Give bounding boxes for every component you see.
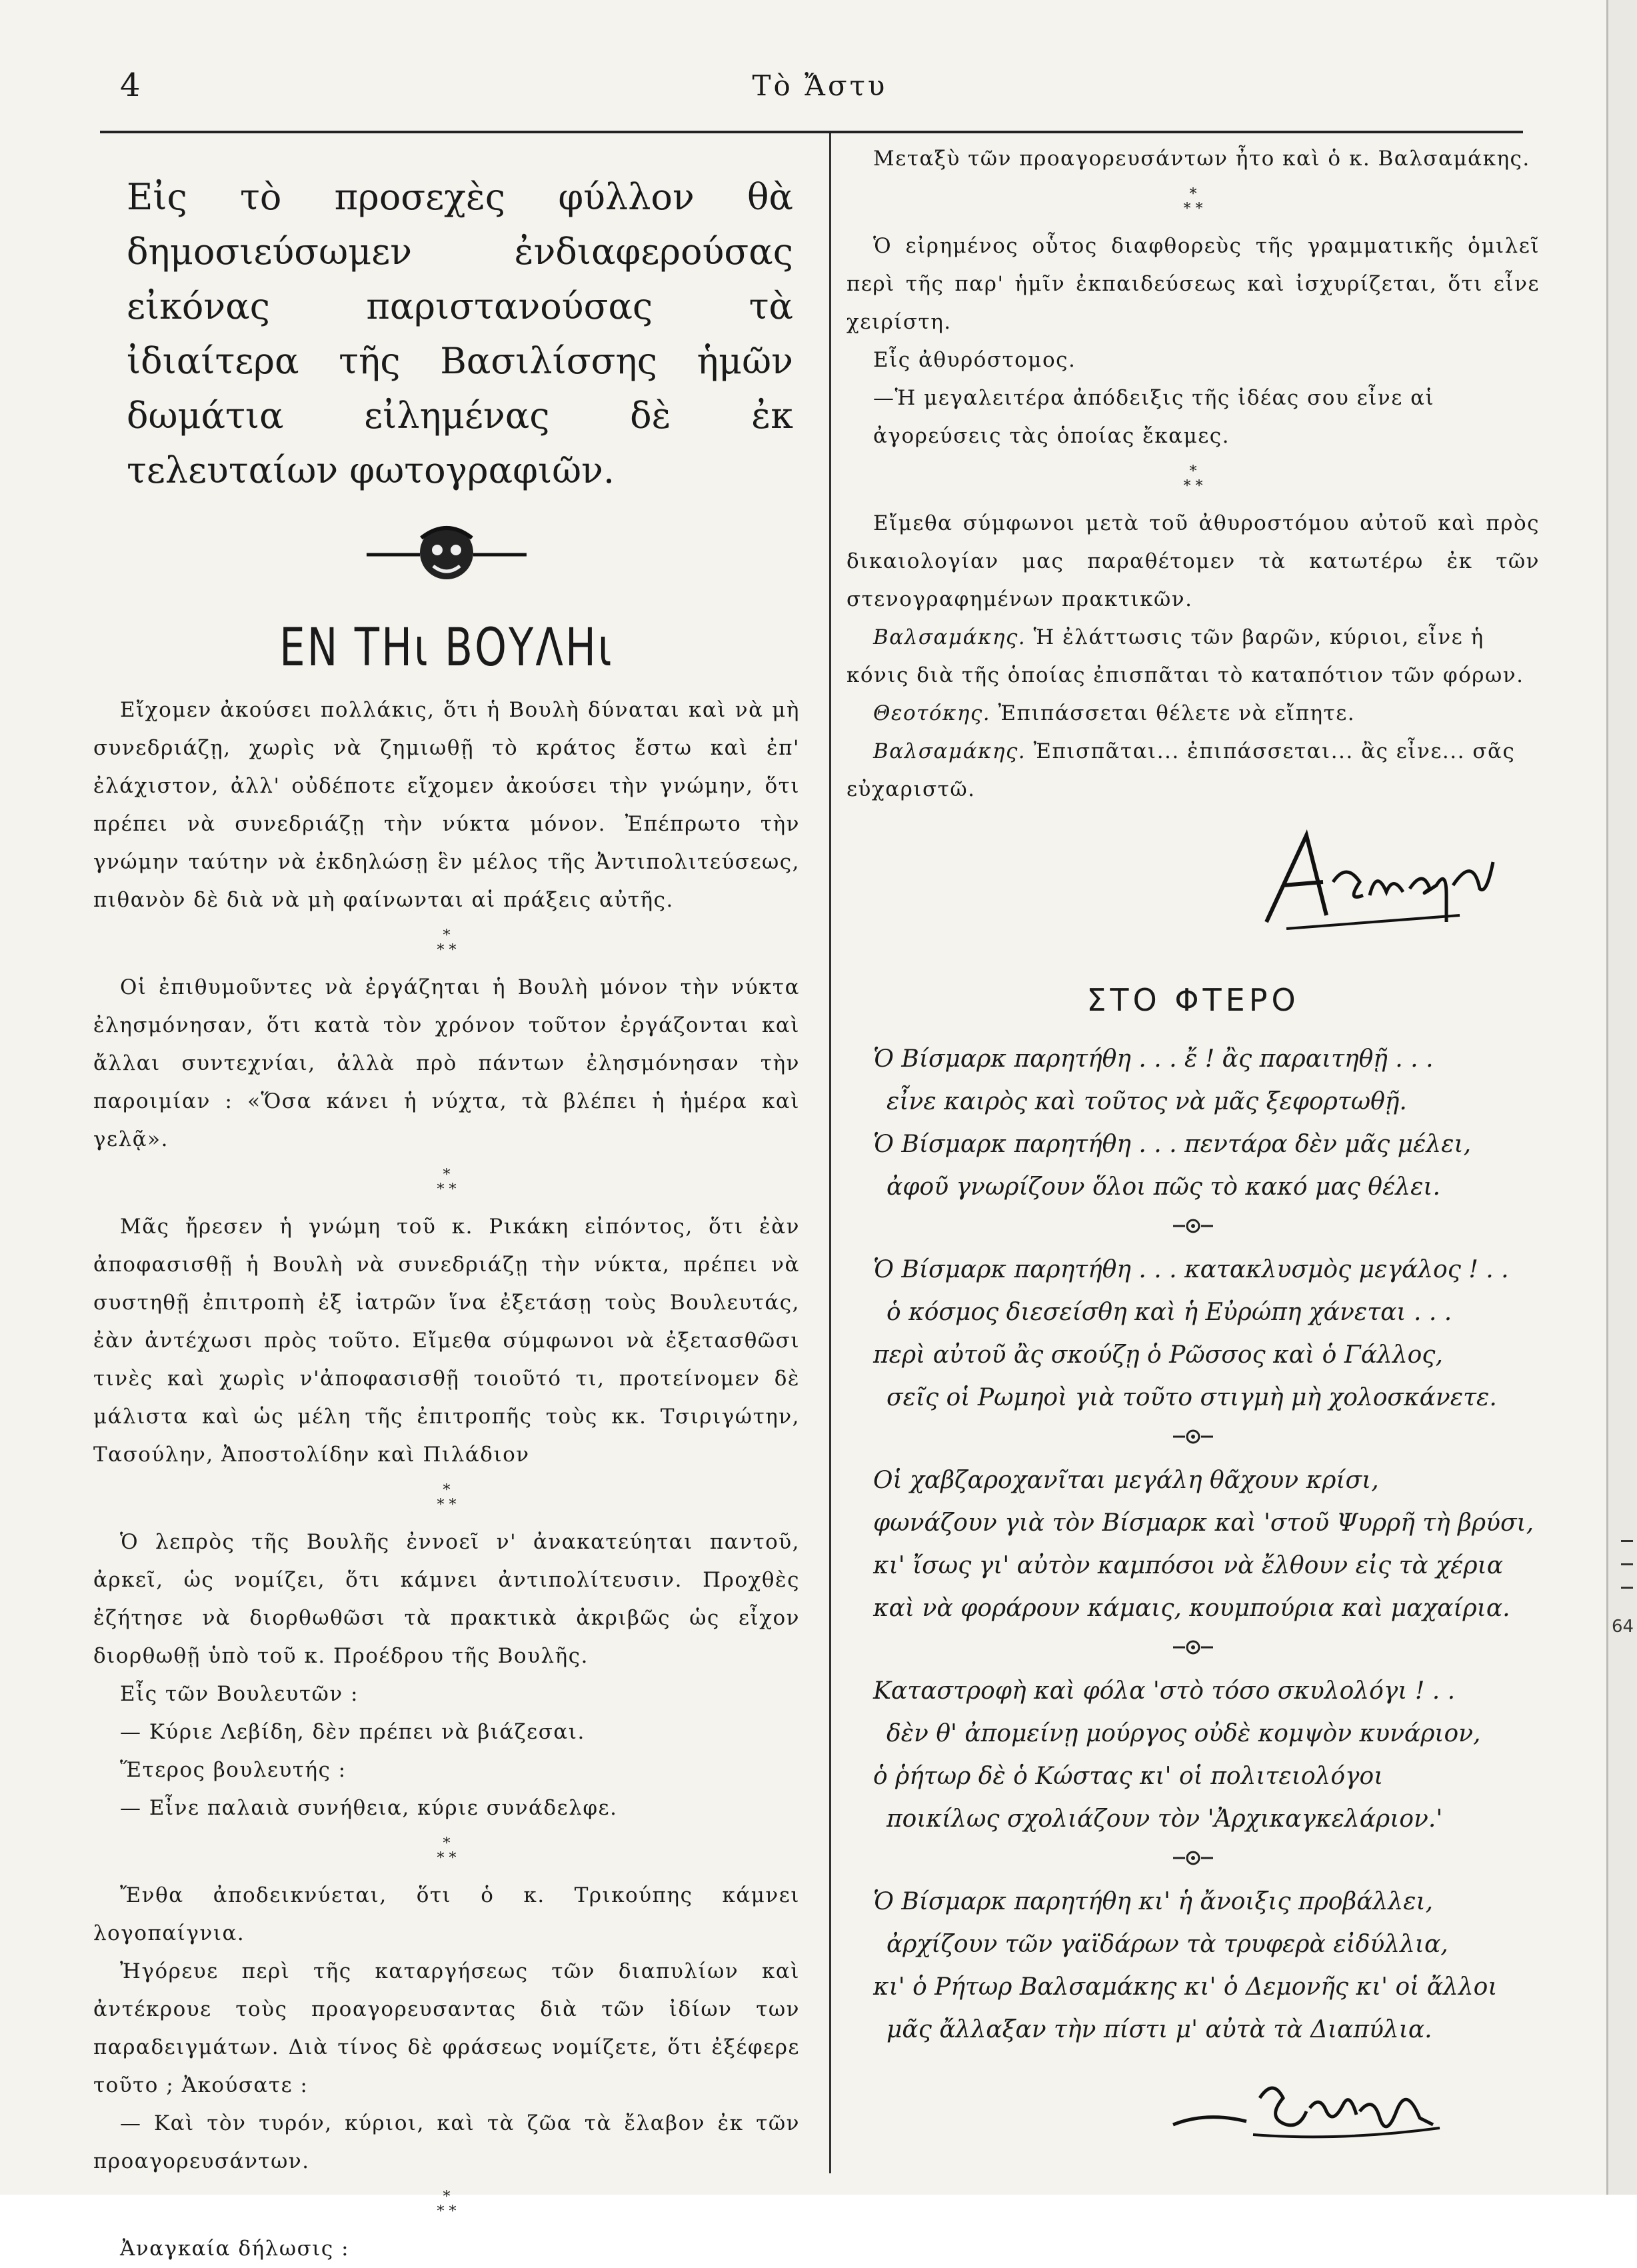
poem-title: ΣΤΟ ΦΤΕΡΟ bbox=[1086, 982, 1300, 1018]
speaker-name: Βαλσαμάκης. bbox=[873, 739, 1026, 763]
section-title: ΕΝ ΤΗι ΒΟΥΛΗι bbox=[279, 618, 614, 678]
verse-line: Καταστροφὴ καὶ φόλα 'στὸ τόσο σκυλολόγι ! . . bbox=[873, 1677, 1456, 1705]
star-separator: * * * bbox=[437, 1482, 457, 1513]
transcript-line bbox=[846, 619, 1540, 695]
verse-line: ὁ κόσμος διεσείσθη καὶ ἡ Εὐρώπη χάνεται . . . bbox=[886, 1299, 1452, 1326]
poem-stanza bbox=[846, 1670, 1540, 1841]
verse-line: ἀρχίζουν τῶν γαϊδάρων τὰ τρυφερὰ εἰδύλλια, bbox=[886, 1931, 1448, 1958]
handwritten-signature bbox=[1166, 2071, 1446, 2145]
verse-line: Ὁ Βίσμαρκ παρητήθη . . . πεντάρα δὲν μᾶς μέλει, bbox=[873, 1131, 1472, 1158]
article-paragraph: Εἴχομεν ἀκούσει πολλάκις, ὅτι ἡ Βουλὴ δύναται καὶ νὰ μὴ συνεδριάζῃ, χωρὶς νὰ ζημιωθῇ τὸ κράτος ἔστω καὶ ἐπ' ἐλάχιστον, ἀλλ' οὐδέποτε εἴχομεν ἀκούσει τὴν γνώμην, ὅτι πρέπει νὰ συνεδριάζῃ τὴν νύκτα μόνον. Ἐπέπρωτο τὴν γνώμην ταύτην νὰ ἐκδηλώσῃ ἓν μέλος τῆς Ἀντιπολιτεύσεως, πιθανὸν δὲ διὰ νὰ μὴ φαίνωνται αἱ πράξεις αὐτῆς. bbox=[93, 698, 800, 912]
verse-line: καὶ νὰ φοράρουν κάμαις, κουμπούρια καὶ μαχαίρια. bbox=[873, 1595, 1510, 1622]
flourish-icon bbox=[1173, 1850, 1213, 1866]
verse-line: εἶνε καιρὸς καὶ τοῦτος νὰ μᾶς ξεφορτωθῇ. bbox=[886, 1088, 1407, 1115]
article-paragraph: Μεταξὺ τῶν προαγορευσάντων ἦτο καὶ ὁ κ. Βαλσαμάκης. bbox=[873, 147, 1530, 171]
header-rule bbox=[100, 131, 1523, 133]
verse-line: Ὁ Βίσμαρκ παρητήθη κι' ἡ ἄνοιξις προβάλλει, bbox=[873, 1888, 1434, 1915]
flourish-icon bbox=[1173, 1429, 1213, 1445]
flourish-icon bbox=[1173, 1218, 1213, 1234]
speech-text: Ἐπισπᾶται... ἐπιπάσσεται... ἂς εἶνε... σᾶς εὐχαριστῶ. bbox=[846, 739, 1516, 801]
verse-line: ποικίλως σχολιάζουν τὸν 'Ἀρχικαγκελάριον.' bbox=[886, 1805, 1443, 1833]
spine-number: 64 bbox=[1612, 1617, 1634, 1637]
article-paragraph: Μᾶς ἤρεσεν ἡ γνώμη τοῦ κ. Ρικάκη εἰπόντος, ὅτι ἐὰν ἀποφασισθῇ ἡ Βουλὴ νὰ συνεδριάζῃ τὴν νύκτα, πρέπει νὰ συστηθῇ ἐπιτροπὴ ἐξ ἰατρῶν ἵνα ἐξετάσῃ τοὺς Βουλευτάς, ἐὰν ἀντέχωσι πρὸς τοῦτο. Εἴμεθα σύμφωνοι νὰ ἐξετασθῶσι τινὲς καὶ χωρὶς ν'ἀποφασισθῇ τοιοῦτό τι, προτείνομεν δὲ μάλιστα καὶ ὡς μέλη τῆς ἐπιτροπῆς τοὺς κκ. Τσιριγώτην, Τασούλην, Ἀποστολίδην καὶ Πιλάδιον bbox=[93, 1215, 800, 1467]
speaker-name: Θεοτόκης. bbox=[873, 701, 991, 725]
dialog-line: Ἕτερος βουλευτής : bbox=[120, 1758, 347, 1782]
star-separator: * * * bbox=[437, 2189, 457, 2220]
page-number: 4 bbox=[120, 67, 141, 104]
column-divider bbox=[829, 133, 831, 2173]
article-paragraph: — Καὶ τὸν τυρόν, κύριοι, καὶ τὰ ζῶα τὰ ἔλαβον ἐκ τῶν προαγορευσάντων. bbox=[93, 2111, 800, 2173]
binding-spine bbox=[1606, 0, 1637, 2195]
verse-line: ἀφοῦ γνωρίζουν ὅλοι πῶς τὸ κακό μας θέλει. bbox=[886, 1173, 1440, 1201]
verse-line: δὲν θ' ἀπομείνῃ μούργος οὐδὲ κομψὸν κυνάριον, bbox=[886, 1720, 1481, 1747]
verse-line: περὶ αὐτοῦ ἂς σκούζῃ ὁ Ρῶσσος καὶ ὁ Γάλλος, bbox=[873, 1341, 1443, 1369]
left-column bbox=[93, 143, 800, 2268]
verse-line: κι' ὁ Ρήτωρ Βαλσαμάκης κι' ὁ Δεμονῆς κι' οἱ ἄλλοι bbox=[873, 1973, 1498, 2001]
dialog-line: — Κύριε Λεβίδη, δὲν πρέπει νὰ βιάζεσαι. bbox=[120, 1720, 585, 1744]
star-separator: * * * bbox=[437, 927, 457, 959]
dialog-line: Εἷς τῶν Βουλευτῶν : bbox=[120, 1682, 359, 1706]
poem-stanza bbox=[846, 1881, 1540, 2051]
mask-ornament-icon bbox=[367, 518, 527, 591]
dialog-line: Εἷς ἀθυρόστομος. bbox=[873, 348, 1076, 372]
article-paragraph: Ὁ εἰρημένος οὗτος διαφθορεὺς τῆς γραμματικῆς ὁμιλεῖ περὶ τῆς παρ' ἡμῖν ἐκπαιδεύσεως καὶ ἰσχυρίζεται, ὅτι εἶνε χειρίστη. bbox=[846, 234, 1540, 334]
verse-line: Οἱ χαβζαροχανῖται μεγάλη θᾶχουν κρίσι, bbox=[873, 1467, 1379, 1494]
poem-stanza bbox=[846, 1038, 1540, 1209]
poem-stanza bbox=[846, 1459, 1540, 1630]
handwritten-signature bbox=[1246, 822, 1500, 935]
article-paragraph: Ἀναγκαία δήλωσις : bbox=[120, 2237, 350, 2261]
star-separator: * * * bbox=[1183, 186, 1203, 217]
spine-mark bbox=[1621, 1540, 1633, 1542]
article-paragraph: Εἴμεθα σύμφωνοι μετὰ τοῦ ἀθυροστόμου αὐτοῦ καὶ πρὸς δικαιολογίαν μας παραθέτομεν τὰ κατωτέρω ἐκ τῶν στενογραφημένων πρακτικῶν. bbox=[846, 511, 1540, 611]
verse-line: Ὁ Βίσμαρκ παρητήθη . . . ἔ ! ἂς παραιτηθῇ . . . bbox=[873, 1045, 1434, 1073]
lead-notice: Εἰς τὸ προσεχὲς φύλλον θὰ δημοσιεύσωμεν ἐνδιαφερούσας εἰκόνας παριστανούσας τὰ ἰδιαίτερα τῆς Βασιλίσσης ἡμῶν δωμάτια εἰλημένας δὲ ἐκ τελευταίων φωτογραφιῶν. bbox=[127, 176, 793, 491]
page-title: Τὸ Ἄστυ bbox=[752, 69, 888, 102]
poem-stanza bbox=[846, 1249, 1540, 1419]
right-column bbox=[846, 140, 1540, 2145]
transcript-line bbox=[846, 695, 1540, 733]
verse-line: κι' ἴσως γι' αὐτὸν καμπόσοι νὰ ἔλθουν εἰς τὰ χέρια bbox=[873, 1552, 1504, 1579]
verse-line: Ὁ Βίσμαρκ παρητήθη . . . κατακλυσμὸς μεγάλος ! . . bbox=[873, 1256, 1509, 1283]
speaker-name: Βαλσαμάκης. bbox=[873, 625, 1026, 649]
transcript-line bbox=[846, 733, 1540, 809]
spine-mark bbox=[1621, 1587, 1633, 1589]
verse-line: ὁ ῥήτωρ δὲ ὁ Κώστας κι' οἱ πολιτειολόγοι bbox=[873, 1763, 1384, 1790]
star-separator: * * * bbox=[437, 1835, 457, 1867]
dialog-line: — Εἶνε παλαιὰ συνήθεια, κύριε συνάδελφε. bbox=[120, 1796, 618, 1820]
dialog-line: —Ἡ μεγαλειτέρα ἀπόδειξις τῆς ἰδέας σου εἶνε αἱ ἀγορεύσεις τὰς ὁποίας ἔκαμες. bbox=[873, 386, 1435, 448]
article-paragraph: Ὁ λεπρὸς τῆς Βουλῆς ἐννοεῖ ν' ἀνακατεύηται παντοῦ, ἀρκεῖ, ὡς νομίζει, ὅτι κάμνει ἀντιπολίτευσιν. Προχθὲς ἐζήτησε νὰ διορθωθῶσι τὰ πρακτικὰ ἀκριβῶς ὡς εἶχον διορθωθῇ ὑπὸ τοῦ κ. Προέδρου τῆς Βουλῆς. bbox=[93, 1530, 800, 1668]
article-paragraph: Ἔνθα ἀποδεικνύεται, ὅτι ὁ κ. Τρικούπης κάμνει λογοπαίγνια. bbox=[93, 1883, 800, 1945]
speech-text: Ἐπιπάσσεται θέλετε νὰ εἴπητε. bbox=[998, 701, 1356, 725]
star-separator: * * * bbox=[1183, 463, 1203, 495]
star-separator: * * * bbox=[437, 1167, 457, 1198]
speech-text: Ἡ ἐλάττωσις τῶν βαρῶν, κύριοι, εἶνε ἡ κόνις διὰ τῆς ὁποίας ἐπισπᾶται τὸ καταπότιον τῶν φόρων. bbox=[846, 625, 1524, 687]
verse-line: μᾶς ἄλλαξαν τὴν πίστι μ' αὐτὰ τὰ Διαπύλια. bbox=[886, 2016, 1432, 2043]
flourish-icon bbox=[1173, 1639, 1213, 1655]
article-paragraph: Οἱ ἐπιθυμοῦντες νὰ ἐργάζηται ἡ Βουλὴ μόνον τὴν νύκτα ἐλησμόνησαν, ὅτι κατὰ τὸν χρόνον τοῦτον ἐργάζονται καὶ ἄλλαι συντεχνίαι, ἀλλὰ πρὸ πάντων ἐλησμόνησαν τὴν παροιμίαν : «Ὅσα κάνει ἡ νύχτα, τὰ βλέπει ἡ ἡμέρα καὶ γελᾷ». bbox=[93, 975, 800, 1151]
verse-line: σεῖς οἱ Ρωμηοὶ γιὰ τοῦτο στιγμὴ μὴ χολοσκάνετε. bbox=[886, 1384, 1497, 1411]
verse-line: φωνάζουν γιὰ τὸν Βίσμαρκ καὶ 'στοῦ Ψυρρῆ τὴ βρύσι, bbox=[873, 1509, 1534, 1537]
article-paragraph: Ἠγόρευε περὶ τῆς καταργήσεως τῶν διαπυλίων καὶ ἀντέκρουε τοὺς προαγορευσαντας διὰ τῶν ἰδίων των παραδειγμάτων. Διὰ τίνος δὲ φράσεως νομίζετε, ὅτι ἐξέφερε τοῦτο ; Ἀκούσατε : bbox=[93, 1959, 800, 2097]
spine-mark bbox=[1621, 1563, 1633, 1565]
